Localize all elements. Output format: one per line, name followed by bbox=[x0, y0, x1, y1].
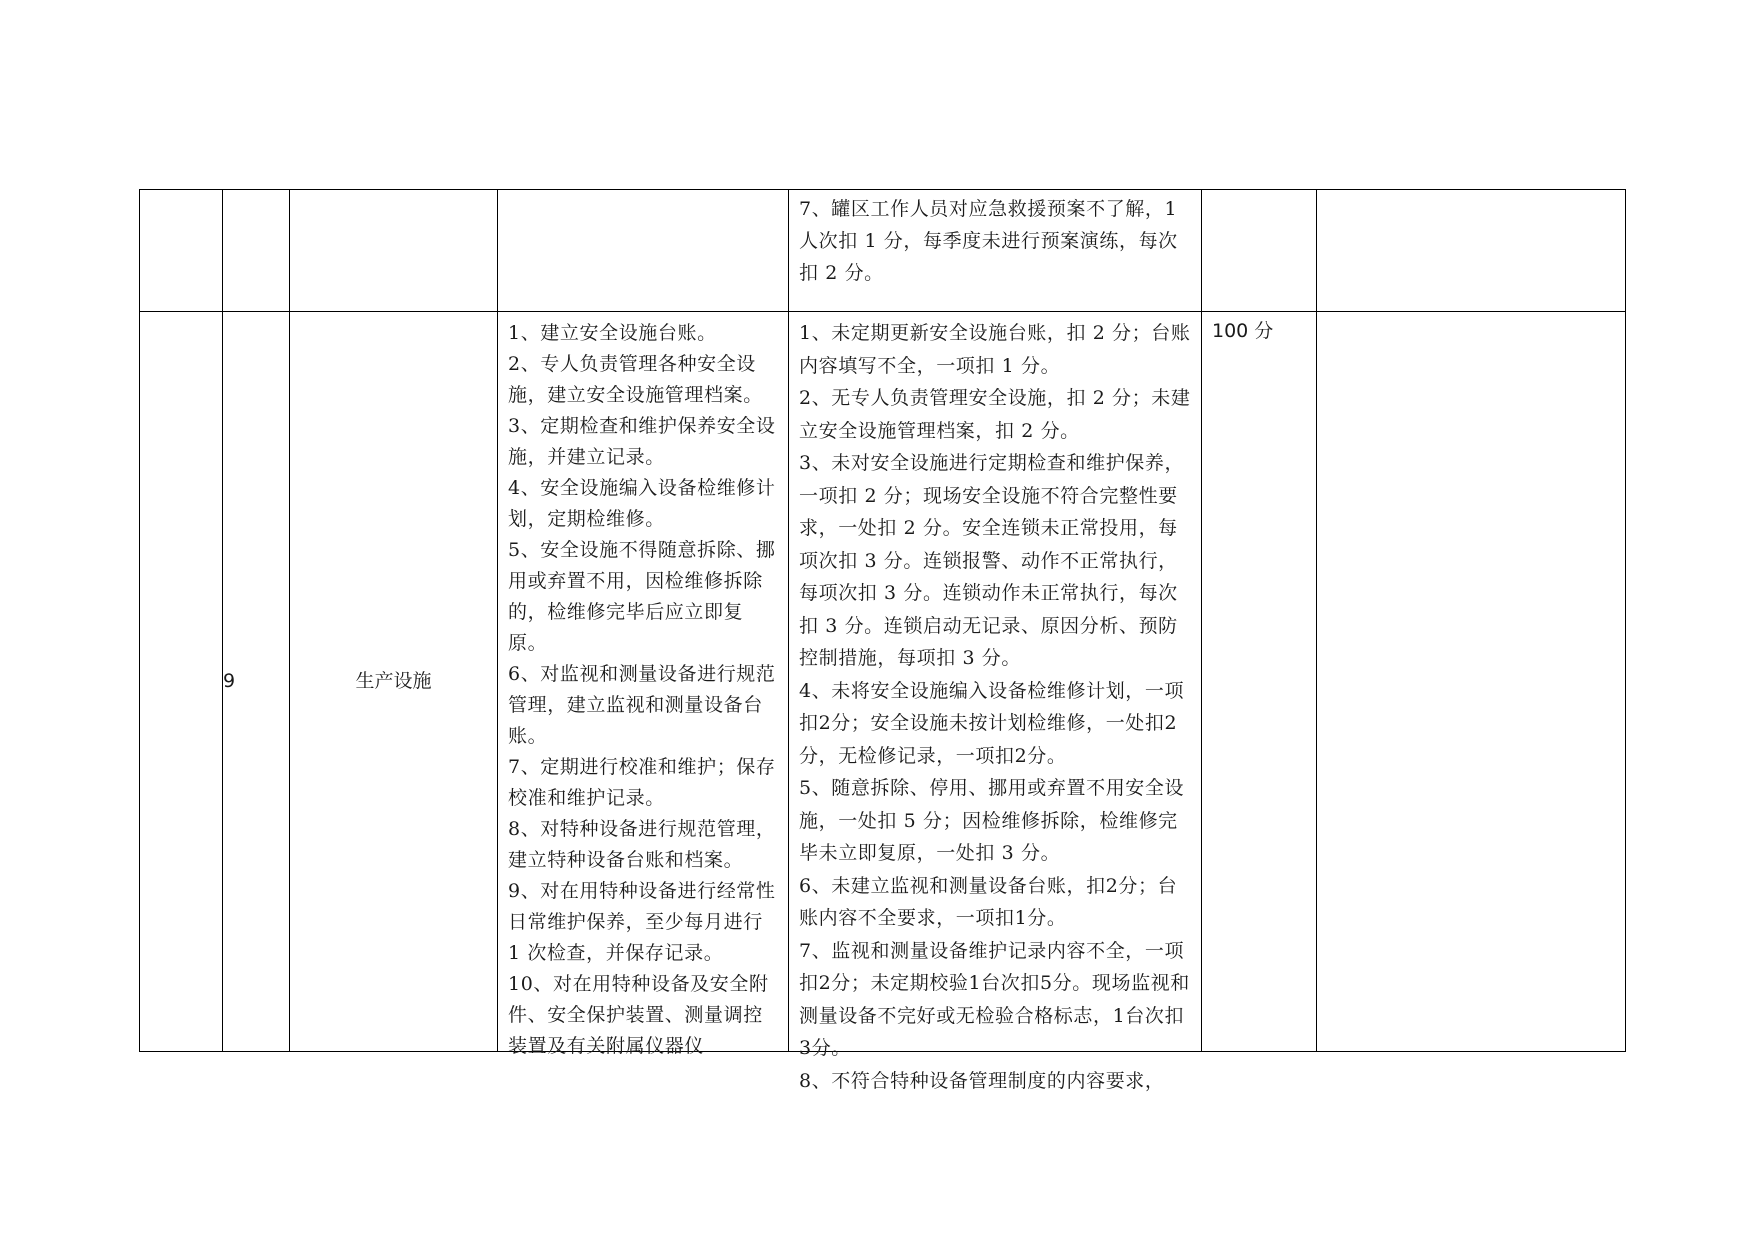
cell-empty bbox=[498, 190, 789, 312]
scoring-text: 7、罐区工作人员对应急救援预案不了解，1人次扣 1 分，每季度未进行预案演练，每次扣 2 分。 bbox=[799, 198, 1178, 284]
cell-empty bbox=[290, 190, 498, 312]
list-item: 6、未建立监视和测量设备台账，扣2分；台账内容不全要求，一项扣1分。 bbox=[799, 874, 1178, 929]
list-item: 10、对在用特种设备及安全附件、安全保护装置、测量调控装置及有关附属仪器仪 bbox=[508, 973, 769, 1057]
cell-scoring-continuation bbox=[789, 190, 1202, 312]
list-item: 4、未将安全设施编入设备检维修计划，一项扣2分；安全设施未按计划检维修，一处扣2分，无检修记录，一项扣2分。 bbox=[799, 679, 1185, 767]
cell-empty bbox=[223, 190, 290, 312]
evaluation-table bbox=[139, 189, 1626, 1092]
table-row-continuation bbox=[140, 190, 1626, 312]
criteria-list bbox=[498, 312, 788, 1062]
cell-empty bbox=[1317, 190, 1626, 312]
list-item: 9、对在用特种设备进行经常性日常维护保养，至少每月进行 1 次检查，并保存记录。 bbox=[508, 880, 776, 964]
table-row-9 bbox=[140, 312, 1626, 1052]
list-item: 3、未对安全设施进行定期检查和维护保养，一项扣 2 分；现场安全设施不符合完整性要求，一处扣 2 分。安全连锁未正常投用，每项次扣 3 分。连锁报警、动作不正常执行，每项次扣 3 分。连锁动作未正常执行，每次扣 3 分。连锁启动无记录、原因分析、预防控制措施，每项扣 3 分。 bbox=[799, 452, 1185, 669]
cell-empty bbox=[1202, 190, 1317, 312]
list-item: 2、专人负责管理各种安全设施，建立安全设施管理档案。 bbox=[508, 353, 763, 406]
cell-criteria bbox=[498, 312, 789, 1057]
list-item: 4、安全设施编入设备检维修计划，定期检维修。 bbox=[508, 477, 776, 530]
list-item: 8、不符合特种设备管理制度的内容要求， bbox=[799, 1069, 1165, 1092]
row-number: 9 bbox=[223, 312, 290, 1052]
cell-score bbox=[1202, 312, 1317, 1052]
category-name: 生产设施 bbox=[290, 312, 498, 1052]
score-value: 100 分 bbox=[1212, 320, 1274, 342]
cell-scoring bbox=[789, 312, 1202, 1092]
scoring-list bbox=[789, 312, 1201, 1097]
list-item: 7、定期进行校准和维护；保存校准和维护记录。 bbox=[508, 756, 776, 809]
list-item: 1、建立安全设施台账。 bbox=[508, 322, 717, 344]
cell-empty bbox=[140, 190, 223, 312]
list-item: 6、对监视和测量设备进行规范管理，建立监视和测量设备台账。 bbox=[508, 663, 776, 747]
list-item: 5、随意拆除、停用、挪用或弃置不用安全设施，一处扣 5 分；因检维修拆除，检维修完毕未立即复原，一处扣 3 分。 bbox=[799, 777, 1185, 864]
list-item: 8、对特种设备进行规范管理，建立特种设备台账和档案。 bbox=[508, 818, 776, 871]
list-item: 7、监视和测量设备维护记录内容不全，一项扣2分；未定期校验1台次扣5分。现场监视和测量设备不完好或无检验合格标志，1台次扣3分。 bbox=[799, 939, 1190, 1059]
cell-empty bbox=[1317, 312, 1626, 1052]
list-item: 5、安全设施不得随意拆除、挪用或弃置不用，因检维修拆除的，检维修完毕后应立即复原。 bbox=[508, 539, 776, 654]
cell-empty bbox=[140, 312, 223, 1052]
list-item: 3、定期检查和维护保养安全设施，并建立记录。 bbox=[508, 415, 776, 468]
list-item: 1、未定期更新安全设施台账，扣 2 分；台账内容填写不全，一项扣 1 分。 bbox=[799, 322, 1191, 377]
list-item: 2、无专人负责管理安全设施，扣 2 分；未建立安全设施管理档案，扣 2 分。 bbox=[799, 387, 1191, 442]
